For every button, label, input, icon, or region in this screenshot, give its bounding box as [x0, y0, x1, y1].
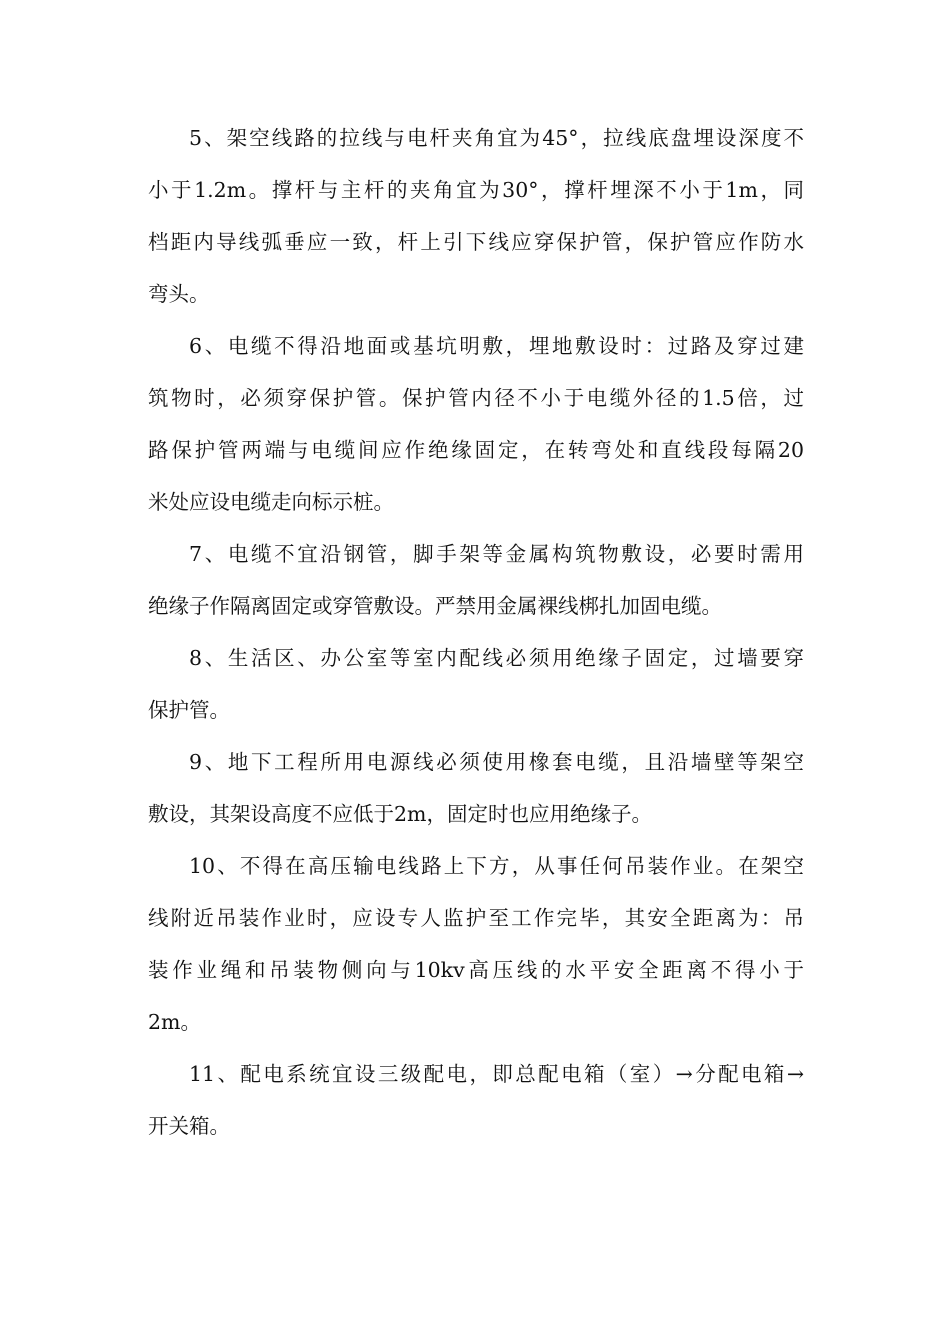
paragraph-line: 装作业绳和吊装物侧向与10kv高压线的水平安全距离不得小于 — [148, 958, 804, 982]
paragraph-line: 2m。 — [148, 1010, 201, 1034]
paragraph-first-line: 9、地下工程所用电源线必须使用橡套电缆，且沿墙壁等架空 — [189, 750, 804, 774]
paragraph-line: 保护管。 — [148, 698, 230, 722]
paragraph-first-line: 5、架空线路的拉线与电杆夹角宜为45°，拉线底盘埋设深度不 — [189, 126, 804, 150]
paragraph — [148, 1048, 804, 1152]
paragraph-first-line: 10、不得在高压输电线路上下方，从事任何吊装作业。在架空 — [189, 854, 804, 878]
paragraph-first-line: 6、电缆不得沿地面或基坑明敷，埋地敷设时：过路及穿过建 — [189, 334, 804, 358]
paragraph-line: 筑物时，必须穿保护管。保护管内径不小于电缆外径的1.5倍，过 — [148, 386, 804, 410]
paragraph-first-line: 11、配电系统宜设三级配电，即总配电箱（室）→分配电箱→ — [189, 1062, 804, 1086]
paragraph — [148, 840, 804, 1048]
paragraph-first-line: 7、电缆不宜沿钢管，脚手架等金属构筑物敷设，必要时需用 — [189, 542, 804, 566]
paragraph-line: 小于1.2m。撑杆与主杆的夹角宜为30°，撑杆埋深不小于1m，同 — [148, 178, 804, 202]
paragraph-line: 路保护管两端与电缆间应作绝缘固定，在转弯处和直线段每隔20 — [148, 438, 804, 462]
document-body — [148, 112, 804, 1152]
paragraph-line: 绝缘子作隔离固定或穿管敷设。严禁用金属裸线梆扎加固电缆。 — [148, 594, 722, 618]
paragraph-line: 线附近吊装作业时，应设专人监护至工作完毕，其安全距离为：吊 — [148, 906, 804, 930]
paragraph-line: 弯头。 — [148, 282, 210, 306]
paragraph-first-line: 8、生活区、办公室等室内配线必须用绝缘子固定，过墙要穿 — [189, 646, 804, 670]
paragraph — [148, 528, 804, 632]
paragraph-line: 敷设，其架设高度不应低于2m，固定时也应用绝缘子。 — [148, 802, 652, 826]
paragraph-line: 开关箱。 — [148, 1114, 230, 1138]
paragraph — [148, 320, 804, 528]
paragraph-line: 档距内导线弧垂应一致，杆上引下线应穿保护管，保护管应作防水 — [148, 230, 804, 254]
paragraph — [148, 736, 804, 840]
paragraph-line: 米处应设电缆走向标示桩。 — [148, 490, 394, 514]
paragraph — [148, 112, 804, 320]
paragraph — [148, 632, 804, 736]
